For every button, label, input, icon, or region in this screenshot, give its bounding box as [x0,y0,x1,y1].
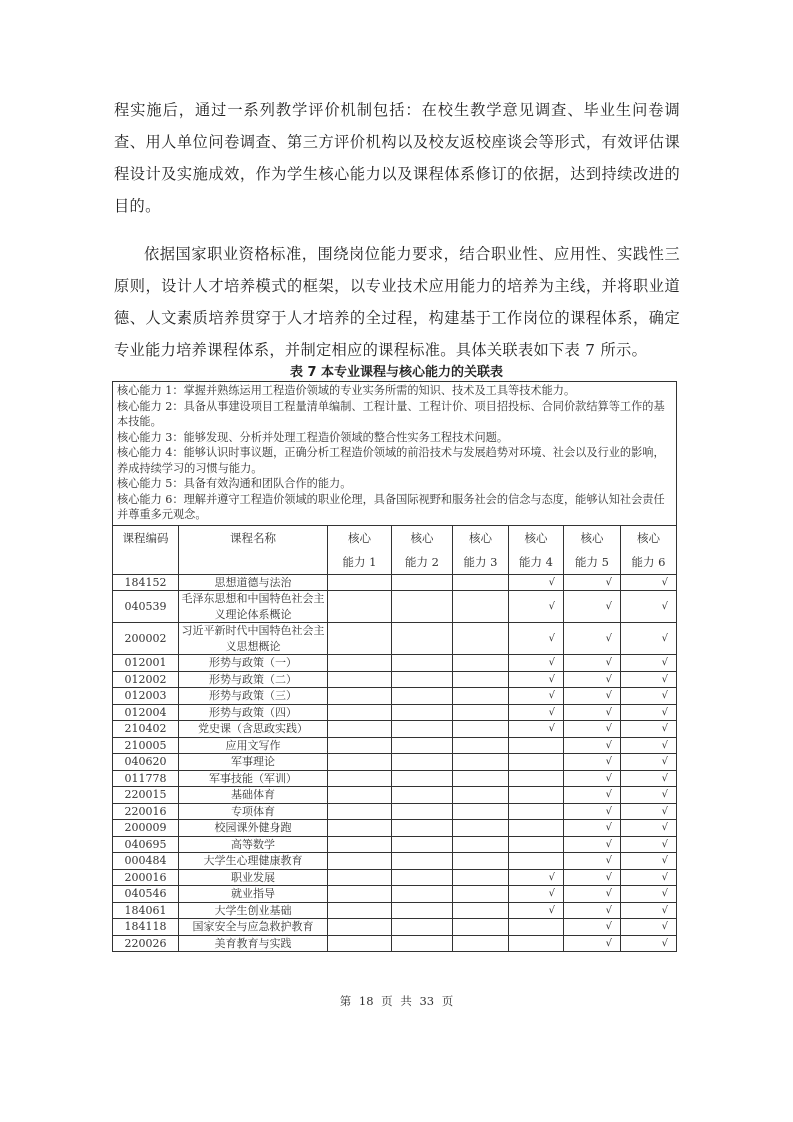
ability-4-cell [509,688,564,705]
ability-5-cell [564,721,621,738]
ability-2-cell [392,803,453,820]
course-name: 党史课（含思政实践） [179,721,328,738]
course-name: 毛泽东思想和中国特色社会主义理论体系概论 [179,591,328,623]
ability-4-cell [509,737,564,754]
ability-6-cell [621,820,677,837]
paragraph-text: 程实施后，通过一系列教学评价机制包括：在校生教学意见调查、毕业生问卷调查、用人单位问卷调查、第三方评价机构以及校友返校座谈会等形式，有效评估课程设计及实施成效，作为学生核心能力以及课程体系修订的依据，达到持续改进的目的。 [114,101,680,215]
ability-5-cell [564,935,621,952]
check-mark-icon: √ [605,657,612,669]
header-ability-2: 核心 能力 2 [392,525,453,574]
ability-1-cell [328,704,392,721]
ability-6-cell [621,574,677,591]
table-row [113,787,677,804]
ability-3-cell [453,623,509,655]
ability-3-cell [453,721,509,738]
ability-6-cell [621,787,677,804]
ability-2-cell [392,836,453,853]
check-mark-icon: √ [605,838,612,850]
ability-4-cell [509,770,564,787]
ability-2-cell [392,919,453,936]
ability-6-cell [621,919,677,936]
check-mark-icon: √ [661,772,668,784]
ability-3-cell [453,886,509,903]
ability-5-cell [564,787,621,804]
ability-1-cell [328,721,392,738]
check-mark-icon: √ [605,805,612,817]
check-mark-icon: √ [661,789,668,801]
ability-4-cell [509,623,564,655]
ability-2-cell [392,820,453,837]
ability-1-cell [328,688,392,705]
check-mark-icon: √ [548,600,555,612]
ability-3-cell [453,754,509,771]
course-code: 040695 [113,836,179,853]
ability-3-cell [453,737,509,754]
ability-1-cell [328,935,392,952]
ability-5-cell [564,820,621,837]
check-mark-icon: √ [661,723,668,735]
ability-6-cell [621,902,677,919]
course-name: 军事理论 [179,754,328,771]
ability-6-cell [621,704,677,721]
ability-5-cell [564,836,621,853]
ability-6-cell [621,591,677,623]
ability-4-cell [509,820,564,837]
ability-4-cell [509,919,564,936]
header-ability-4: 核心 能力 4 [509,525,564,574]
check-mark-icon: √ [605,706,612,718]
course-code: 012002 [113,671,179,688]
course-name: 军事技能（军训） [179,770,328,787]
check-mark-icon: √ [661,706,668,718]
table-header-row [113,525,677,574]
header-course-code: 课程编码 [113,525,179,574]
ability-5-cell [564,853,621,870]
table-row [113,919,677,936]
course-code: 184061 [113,902,179,919]
ability-2-cell [392,688,453,705]
check-mark-icon: √ [661,673,668,685]
ability-1-cell [328,919,392,936]
ability-3-cell [453,919,509,936]
check-mark-icon: √ [605,937,612,949]
ability-3-cell [453,902,509,919]
ability-2-cell [392,770,453,787]
ability-1-cell [328,770,392,787]
check-mark-icon: √ [661,805,668,817]
ability-4-cell [509,803,564,820]
abilities-description [113,382,677,526]
ability-1-cell [328,886,392,903]
ability-3-cell [453,671,509,688]
ability-3-cell [453,655,509,672]
ability-1-cell [328,591,392,623]
course-code: 200016 [113,869,179,886]
table-row [113,655,677,672]
course-name: 思想道德与法治 [179,574,328,591]
ability-2-cell [392,591,453,623]
check-mark-icon: √ [548,673,555,685]
ability-5: 核心能力 5：具备有效沟通和团队合作的能力。 [117,477,352,490]
ability-5-cell [564,574,621,591]
check-mark-icon: √ [661,822,668,834]
ability-3-cell [453,853,509,870]
ability-2-cell [392,886,453,903]
ability-5-cell [564,902,621,919]
ability-6-cell [621,836,677,853]
ability-1-cell [328,737,392,754]
check-mark-icon: √ [548,871,555,883]
course-code: 210402 [113,721,179,738]
course-name: 形势与政策（三） [179,688,328,705]
course-code: 200009 [113,820,179,837]
ability-1-cell [328,787,392,804]
course-name: 国家安全与应急救护教育 [179,919,328,936]
ability-3-cell [453,591,509,623]
course-name: 形势与政策（一） [179,655,328,672]
course-name: 高等数学 [179,836,328,853]
ability-5-cell [564,623,621,655]
course-code: 012003 [113,688,179,705]
ability-4-cell [509,591,564,623]
ability-5-cell [564,886,621,903]
ability-1-cell [328,623,392,655]
check-mark-icon: √ [661,632,668,644]
check-mark-icon: √ [605,871,612,883]
course-name: 形势与政策（四） [179,704,328,721]
course-code: 220026 [113,935,179,952]
course-ability-table [112,381,677,952]
check-mark-icon: √ [548,888,555,900]
table-row [113,671,677,688]
course-name: 就业指导 [179,886,328,903]
check-mark-icon: √ [661,838,668,850]
course-code: 040539 [113,591,179,623]
check-mark-icon: √ [661,600,668,612]
ability-4-cell [509,886,564,903]
course-code: 200002 [113,623,179,655]
ability-6-cell [621,655,677,672]
ability-3-cell [453,704,509,721]
ability-3-cell [453,787,509,804]
check-mark-icon: √ [548,576,555,588]
ability-2-cell [392,655,453,672]
check-mark-icon: √ [661,576,668,588]
table-row [113,721,677,738]
course-name: 大学生心理健康教育 [179,853,328,870]
course-code: 012004 [113,704,179,721]
table-row [113,574,677,591]
ability-6-cell [621,754,677,771]
ability-2-cell [392,869,453,886]
header-ability-6: 核心 能力 6 [621,525,677,574]
course-name: 校园课外健身跑 [179,820,328,837]
course-name: 职业发展 [179,869,328,886]
ability-5-cell [564,869,621,886]
check-mark-icon: √ [605,904,612,916]
ability-1-cell [328,836,392,853]
ability-4-cell [509,721,564,738]
table-row [113,623,677,655]
course-code: 040620 [113,754,179,771]
course-code: 220015 [113,787,179,804]
ability-2-cell [392,902,453,919]
table-row [113,902,677,919]
check-mark-icon: √ [605,756,612,768]
ability-1-cell [328,803,392,820]
ability-3-cell [453,836,509,853]
check-mark-icon: √ [661,690,668,702]
ability-5-cell [564,591,621,623]
header-ability-5: 核心 能力 5 [564,525,621,574]
ability-6-cell [621,721,677,738]
course-name: 大学生创业基础 [179,902,328,919]
check-mark-icon: √ [605,888,612,900]
check-mark-icon: √ [548,657,555,669]
course-code: 011778 [113,770,179,787]
ability-3-cell [453,935,509,952]
ability-1-cell [328,574,392,591]
ability-1-cell [328,869,392,886]
ability-4-cell [509,704,564,721]
course-code: 012001 [113,655,179,672]
course-name: 应用文写作 [179,737,328,754]
course-name: 习近平新时代中国特色社会主义思想概论 [179,623,328,655]
ability-5-cell [564,754,621,771]
ability-1-cell [328,902,392,919]
ability-6: 核心能力 6：理解并遵守工程造价领域的职业伦理，具备国际视野和服务社会的信念与态度，能够认知社会责任并尊重多元观念。 [117,492,665,521]
table-caption: 表 7 本专业课程与核心能力的关联表 [289,365,504,380]
course-name: 基础体育 [179,787,328,804]
ability-2-cell [392,754,453,771]
ability-6-cell [621,688,677,705]
ability-4: 核心能力 4：能够认识时事议题，正确分析工程造价领域的前沿技术与发展趋势对环境、社会以及行业的影响，养成持续学习的习惯与能力。 [117,446,665,475]
table-row [113,770,677,787]
ability-2-cell [392,704,453,721]
course-code: 210005 [113,737,179,754]
ability-6-cell [621,869,677,886]
ability-5-cell [564,770,621,787]
ability-5-cell [564,803,621,820]
ability-6-cell [621,886,677,903]
ability-4-cell [509,655,564,672]
course-code: 040546 [113,886,179,903]
header-ability-3: 核心 能力 3 [453,525,509,574]
ability-2-cell [392,935,453,952]
ability-1-cell [328,853,392,870]
ability-3-cell [453,869,509,886]
course-code: 220016 [113,803,179,820]
course-code: 184118 [113,919,179,936]
check-mark-icon: √ [661,855,668,867]
ability-5-cell [564,919,621,936]
ability-3-cell [453,574,509,591]
abilities-row [113,382,677,526]
ability-5-cell [564,655,621,672]
ability-5-cell [564,671,621,688]
table-row [113,853,677,870]
ability-2-cell [392,623,453,655]
course-name: 形势与政策（二） [179,671,328,688]
header-ability-1: 核心 能力 1 [328,525,392,574]
ability-3-cell [453,770,509,787]
ability-1-cell [328,655,392,672]
ability-4-cell [509,754,564,771]
ability-4-cell [509,935,564,952]
course-code: 184152 [113,574,179,591]
check-mark-icon: √ [548,904,555,916]
ability-1-cell [328,754,392,771]
ability-6-cell [621,935,677,952]
table-row [113,820,677,837]
course-code: 000484 [113,853,179,870]
check-mark-icon: √ [605,772,612,784]
check-mark-icon: √ [548,723,555,735]
page-number: 第 18 页 共 33 页 [339,994,454,1008]
check-mark-icon: √ [605,855,612,867]
table-row [113,591,677,623]
table-row [113,935,677,952]
check-mark-icon: √ [548,706,555,718]
table-row [113,869,677,886]
table-row [113,754,677,771]
check-mark-icon: √ [661,888,668,900]
ability-2-cell [392,721,453,738]
ability-6-cell [621,623,677,655]
ability-1: 核心能力 1：掌握并熟练运用工程造价领域的专业实务所需的知识、技术及工具等技术能力。 [117,384,576,397]
ability-5-cell [564,704,621,721]
ability-3-cell [453,803,509,820]
course-name: 美育教育与实践 [179,935,328,952]
check-mark-icon: √ [661,756,668,768]
table-row [113,886,677,903]
ability-4-cell [509,787,564,804]
check-mark-icon: √ [605,600,612,612]
check-mark-icon: √ [605,789,612,801]
ability-1-cell [328,820,392,837]
table-row [113,688,677,705]
ability-2-cell [392,853,453,870]
ability-5-cell [564,688,621,705]
ability-4-cell [509,853,564,870]
check-mark-icon: √ [661,871,668,883]
ability-3: 核心能力 3：能够发现、分析并处理工程造价领域的整合性实务工程技术问题。 [117,430,509,444]
body-paragraph-2 [114,238,680,366]
ability-2-cell [392,737,453,754]
ability-2: 核心能力 2：具备从事建设项目工程量清单编制、工程计量、工程计价、项目招投标、合同价款结算等工作的基本技能。 [117,399,665,428]
paragraph-text: 依据国家职业资格标准，围绕岗位能力要求，结合职业性、应用性、实践性三原则，设计人才培养模式的框架，以专业技术应用能力的培养为主线，并将职业道德、人文素质培养贯穿于人才培养的全过程，构建基于工作岗位的课程体系，确定专业能力培养课程体系，并制定相应的课程标准。具体关联表如下表 7 所示。 [114,245,680,359]
ability-2-cell [392,787,453,804]
ability-6-cell [621,671,677,688]
course-name: 专项体育 [179,803,328,820]
check-mark-icon: √ [661,921,668,933]
check-mark-icon: √ [605,576,612,588]
check-mark-icon: √ [605,632,612,644]
ability-4-cell [509,869,564,886]
ability-6-cell [621,770,677,787]
ability-4-cell [509,836,564,853]
check-mark-icon: √ [661,904,668,916]
ability-4-cell [509,902,564,919]
table-row [113,803,677,820]
check-mark-icon: √ [548,690,555,702]
check-mark-icon: √ [605,822,612,834]
header-course-name: 课程名称 [179,525,328,574]
ability-3-cell [453,688,509,705]
check-mark-icon: √ [661,937,668,949]
ability-6-cell [621,803,677,820]
ability-6-cell [621,853,677,870]
check-mark-icon: √ [605,723,612,735]
check-mark-icon: √ [661,739,668,751]
ability-4-cell [509,671,564,688]
ability-2-cell [392,671,453,688]
check-mark-icon: √ [548,632,555,644]
ability-4-cell [509,574,564,591]
body-paragraph-1 [114,94,680,222]
table-row [113,737,677,754]
table-row [113,704,677,721]
check-mark-icon: √ [605,921,612,933]
ability-2-cell [392,574,453,591]
check-mark-icon: √ [661,657,668,669]
ability-5-cell [564,737,621,754]
table-row [113,836,677,853]
ability-3-cell [453,820,509,837]
ability-1-cell [328,671,392,688]
ability-6-cell [621,737,677,754]
check-mark-icon: √ [605,739,612,751]
check-mark-icon: √ [605,673,612,685]
check-mark-icon: √ [605,690,612,702]
